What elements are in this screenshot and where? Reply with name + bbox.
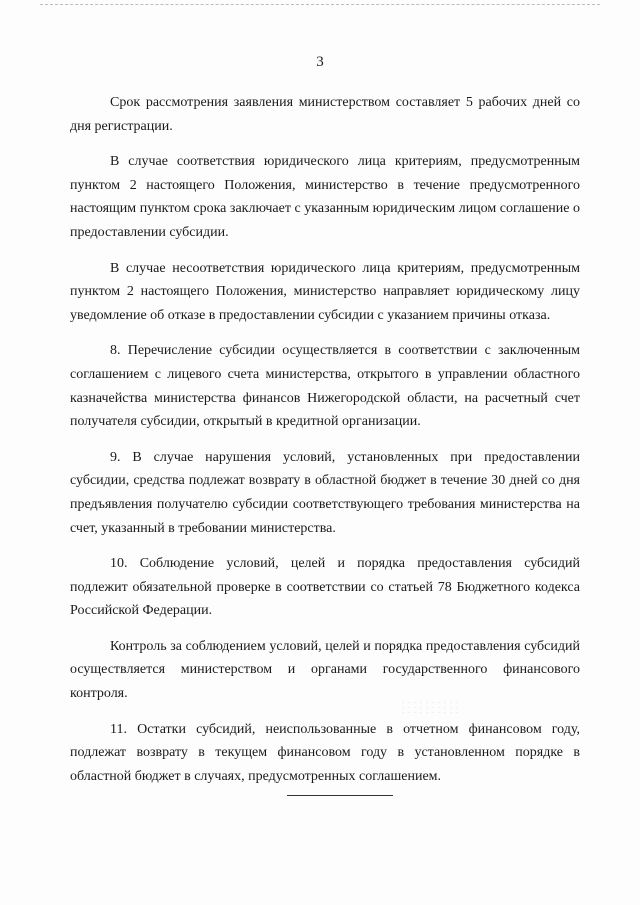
paragraph-item-9: 9. В случае нарушения условий, установленных при предоставлении субсидии, средства подлежат возврату в областной бюджет в течение 30 дней со дня предъявления получателю субсидии соответствующего требования министерства на счет, указанный в требовании министерства. bbox=[70, 449, 580, 536]
paragraph-review-period: Срок рассмотрения заявления министерством составляет 5 рабочих дней со дня регистрации. bbox=[70, 95, 580, 134]
end-of-document-rule bbox=[287, 795, 393, 796]
document-body bbox=[70, 91, 580, 788]
scan-top-edge bbox=[40, 4, 600, 5]
paragraph-criteria-not-met: В случае несоответствия юридического лица критериям, предусмотренным пунктом 2 настоящего Положения, министерство направляет юридическому лицу уведомление об отказе в предоставлении субсидии с указанием причины отказа. bbox=[70, 260, 580, 323]
scan-noise bbox=[400, 700, 460, 714]
page-number: 3 bbox=[316, 54, 324, 70]
paragraph-criteria-met: В случае соответствия юридического лица критериям, предусмотренным пунктом 2 настоящего Положения, министерство в течение предусмотренного настоящим пунктом срока заключает с указанным юридическим лицом соглашение о предоставлении субсидии. bbox=[70, 154, 580, 240]
paragraph-item-10: 10. Соблюдение условий, целей и порядка предоставления субсидий подлежит обязательной проверке в соответствии со статьей 78 Бюджетного кодекса Российской Федерации. bbox=[70, 556, 580, 619]
paragraph-item-8: 8. Перечисление субсидии осуществляется в соответствии с заключенным соглашением с лицевого счета министерства, открытого в управлении областного казначейства министерства финансов Нижегородской области, на расчетный счет получателя субсидии, открытый в кредитной организации. bbox=[70, 343, 580, 430]
paragraph-item-11: 11. Остатки субсидий, неиспользованные в отчетном финансовом году, подлежат возврату в текущем финансовом году в установленном порядке в областной бюджет в случаях, предусмотренных соглашением. bbox=[70, 721, 580, 784]
paragraph-control: Контроль за соблюдением условий, целей и порядка предоставления субсидий осуществляется министерством и органами государственного финансового контроля. bbox=[70, 638, 580, 702]
